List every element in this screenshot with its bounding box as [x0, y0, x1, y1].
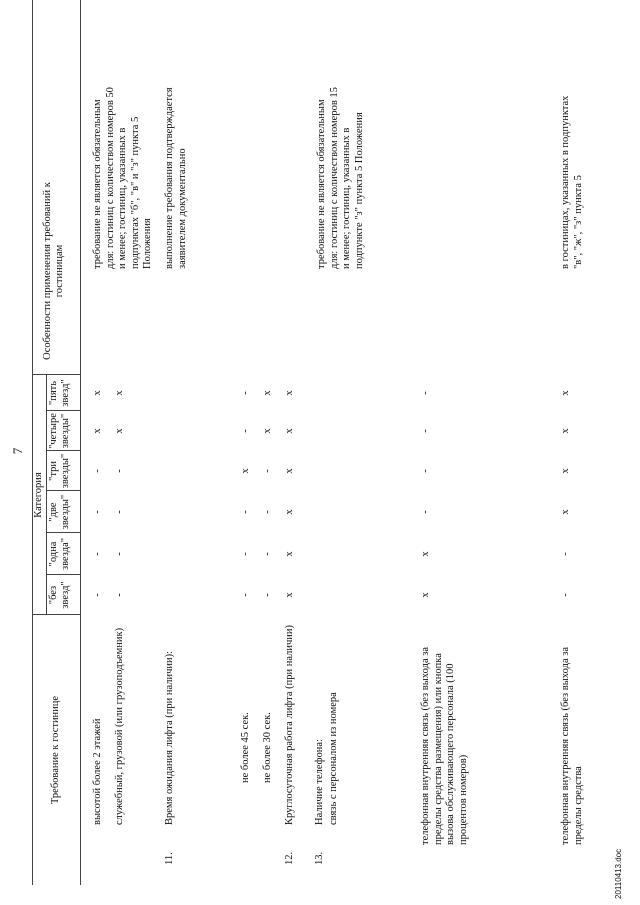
category-mark: x: [560, 509, 571, 515]
stars-header: "четыре звезды": [48, 413, 71, 449]
category-mark: x: [114, 390, 125, 396]
item-number: 13.: [314, 851, 325, 865]
requirement-text: Наличие телефона:: [314, 739, 325, 825]
category-mark: -: [92, 593, 103, 597]
feature-note: выполнение требования подтверждается заявителем документально: [164, 87, 188, 269]
stars-header: "одна звезда": [48, 537, 71, 571]
requirement-text: телефонная внутренняя связь (без выхода за пределы средства: [560, 646, 584, 845]
category-mark: -: [262, 593, 273, 597]
category-mark: -: [420, 469, 431, 473]
stars-header: "без звезд": [48, 581, 71, 609]
feature-note: в гостиницах, указанных в подпунктах "в", "ж", "з" пункта 5: [560, 95, 584, 269]
requirement-text: высотой более 2 этажей: [92, 718, 103, 825]
category-mark: -: [240, 429, 251, 433]
category-mark: -: [240, 391, 251, 395]
requirement-text: телефонная внутренняя связь (без выхода за пределы средства размещения) или кнопка вызова обслуживающего персонала (100 процентов номеров): [420, 646, 469, 845]
stars-header: "пять звезд": [48, 379, 71, 407]
category-mark: -: [92, 510, 103, 514]
category-mark: -: [262, 510, 273, 514]
category-mark: -: [114, 469, 125, 473]
category-mark: x: [240, 468, 251, 474]
category-mark: x: [284, 551, 295, 557]
requirement-text: Круглосуточная работа лифта (при наличии): [284, 625, 295, 825]
feature-note: требование не является обязательным для: гостиниц с количеством номеров 50 и менее; гостиниц, указанных в подпунктах "б", "в" и "з" пункта 5 Положения: [92, 87, 153, 269]
features-column-header: Особенности применения требований к гостиницам: [42, 182, 65, 360]
category-mark: -: [420, 391, 431, 395]
category-mark: x: [284, 428, 295, 434]
category-mark: -: [114, 552, 125, 556]
category-mark: x: [284, 468, 295, 474]
category-mark: x: [262, 390, 273, 396]
category-mark: x: [420, 592, 431, 598]
stars-header: "три звезды": [48, 453, 71, 489]
category-mark: -: [262, 469, 273, 473]
category-mark: -: [114, 593, 125, 597]
category-mark: x: [284, 592, 295, 598]
requirement-text: служебный, грузовой (или грузоподъемник): [114, 627, 125, 825]
category-mark: -: [92, 552, 103, 556]
category-mark: x: [262, 428, 273, 434]
category-mark: x: [92, 390, 103, 396]
stars-header: "две звезды": [48, 494, 71, 530]
category-mark: x: [284, 509, 295, 515]
table-header-bottom-rule: [80, 0, 81, 885]
category-mark: -: [420, 429, 431, 433]
file-name-footer: 20110413.doc: [614, 848, 623, 899]
requirement-column-header: Требование к гостинице: [50, 695, 61, 805]
category-mark: -: [114, 510, 125, 514]
feature-note: требование не является обязательным для: гостиниц с количеством номеров 15 и менее; гостиниц, указанных в подпункте "з" пункта 5 Положения: [316, 87, 365, 269]
category-mark: -: [262, 552, 273, 556]
category-mark: x: [420, 551, 431, 557]
category-underline: [46, 375, 47, 615]
requirement-text: Время ожидания лифта (при наличии):: [164, 650, 175, 825]
category-mark: -: [92, 469, 103, 473]
category-mark: -: [420, 510, 431, 514]
category-header: Категория: [33, 472, 44, 518]
requirement-text: связь с персоналом из номера: [328, 692, 339, 825]
category-mark: x: [92, 428, 103, 434]
requirement-text: не более 45 сек.: [240, 712, 251, 783]
page-number: 7: [10, 447, 25, 455]
item-number: 12.: [284, 851, 295, 865]
category-mark: -: [240, 552, 251, 556]
category-mark: x: [560, 390, 571, 396]
item-number: 11.: [164, 852, 175, 865]
category-mark: -: [560, 552, 571, 556]
category-mark: -: [560, 593, 571, 597]
category-mark: x: [560, 428, 571, 434]
category-mark: x: [560, 468, 571, 474]
category-mark: -: [240, 593, 251, 597]
requirement-text: не более 30 сек.: [262, 712, 273, 783]
category-mark: x: [284, 390, 295, 396]
category-mark: -: [240, 510, 251, 514]
category-mark: x: [114, 428, 125, 434]
